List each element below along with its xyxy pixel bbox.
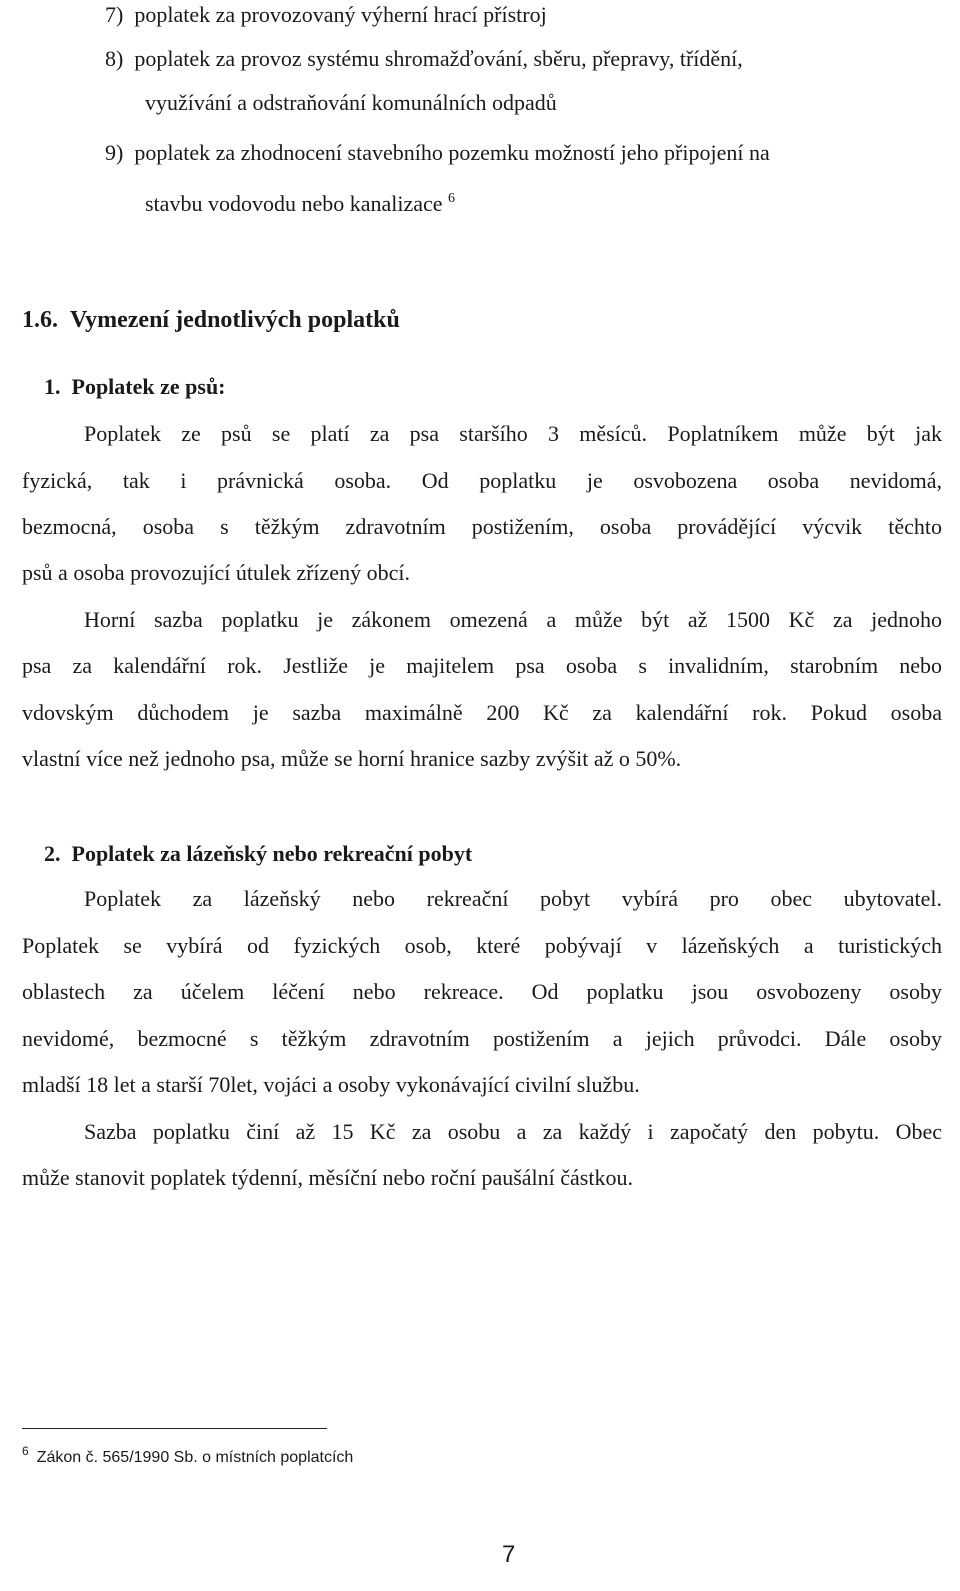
fee-1-line: psů a osoba provozující útulek zřízený obcí.	[22, 560, 410, 585]
fee-2-line: Sazba poplatku činí až 15 Kč za osobu a za každý i započatý den pobytu. Obec	[84, 1119, 942, 1144]
fee-1-line: bezmocná, osoba s těžkým zdravotním postižením, osoba provádějící výcvik těchto	[22, 514, 942, 539]
footnote-mark: 6	[22, 1444, 29, 1458]
fee-1-line: psa za kalendářní rok. Jestliže je majitelem psa osoba s invalidním, starobním nebo	[22, 653, 942, 678]
list-item-7: 7) poplatek za provozovaný výherní hrací přístroj	[105, 2, 547, 27]
fee-2-line: může stanovit poplatek týdenní, měsíční nebo roční paušální částkou.	[22, 1165, 633, 1190]
fee-1-line: vdovským důchodem je sazba maximálně 200 Kč za kalendářní rok. Pokud osoba	[22, 700, 942, 725]
list-item-8-line2: využívání a odstraňování komunálních odpadů	[145, 90, 557, 115]
fee-2-heading: 2. Poplatek za lázeňský nebo rekreační pobyt	[44, 841, 473, 866]
fee-2-line: Poplatek za lázeňský nebo rekreační pobyt vybírá pro obec ubytovatel.	[84, 886, 942, 911]
fee-1-line: vlastní více než jednoho psa, může se horní hranice sazby zvýšit až o 50%.	[22, 746, 682, 771]
fee-1-line: Horní sazba poplatku je zákonem omezená a může být až 1500 Kč za jednoho	[84, 607, 942, 632]
list-item-8-line1: 8) poplatek za provoz systému shromažďování, sběru, přepravy, třídění,	[105, 46, 743, 71]
footnote-text: Zákon č. 565/1990 Sb. o místních poplatcích	[36, 1449, 354, 1466]
footnote	[22, 1440, 353, 1469]
footnote-reference: 6	[448, 191, 456, 206]
list-item-9-line1: 9) poplatek za zhodnocení stavebního pozemku možností jeho připojení na	[105, 140, 770, 165]
fee-2-line: nevidomé, bezmocné s těžkým zdravotním postižením a jejich průvodci. Dále osoby	[22, 1026, 942, 1051]
fee-2-line: oblastech za účelem léčení nebo rekreace. Od poplatku jsou osvobozeny osoby	[22, 979, 942, 1004]
footnote-divider	[22, 1428, 327, 1429]
fee-2-line: mladší 18 let a starší 70let, vojáci a osoby vykonávající civilní službu.	[22, 1072, 640, 1097]
fee-1-heading: 1. Poplatek ze psů:	[44, 374, 226, 399]
list-item-9-line2	[145, 184, 455, 219]
section-heading: 1.6. Vymezení jednotlivých poplatků	[22, 307, 400, 333]
page-number: 7	[502, 1541, 516, 1568]
fee-1-line: fyzická, tak i právnická osoba. Od poplatku je osvobozena osoba nevidomá,	[22, 468, 942, 493]
list-item-9-text: stavbu vodovodu nebo kanalizace	[145, 191, 443, 216]
fee-2-line: Poplatek se vybírá od fyzických osob, které pobývají v lázeňských a turistických	[22, 933, 942, 958]
fee-1-line: Poplatek ze psů se platí za psa staršího 3 měsíců. Poplatníkem může být jak	[84, 421, 942, 446]
